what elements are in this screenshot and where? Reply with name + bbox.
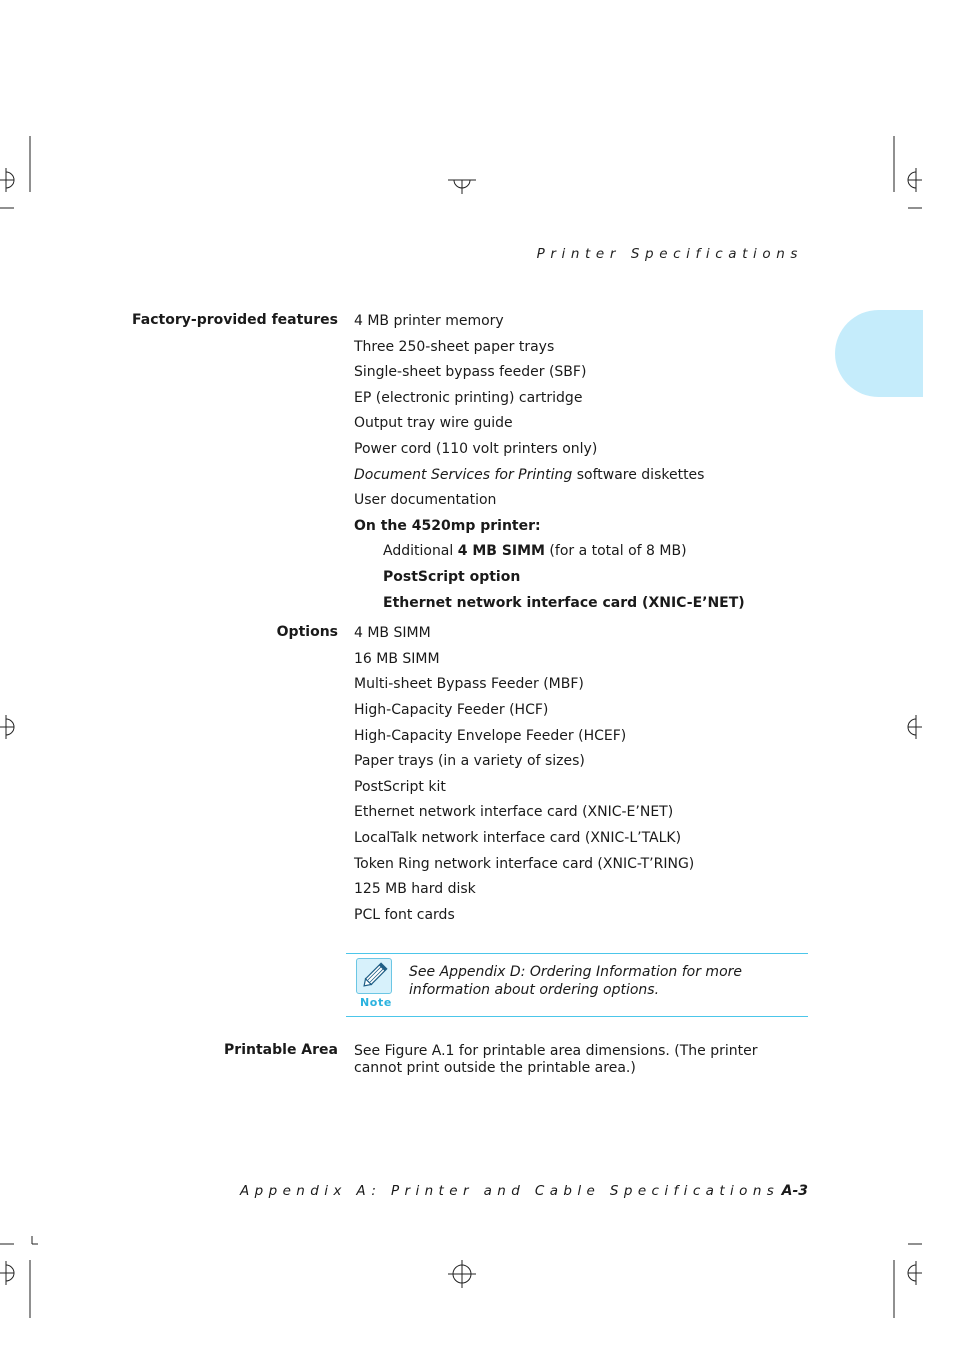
simm-suffix: (for a total of 8 MB) [544,543,687,559]
list-item: User documentation [354,492,497,508]
note-rule-bottom [346,1016,808,1017]
list-item: Single-sheet bypass feeder (SBF) [354,364,587,380]
list-item: Token Ring network interface card (XNIC-T’RING) [354,856,695,872]
list-item: EP (electronic printing) cartridge [354,390,583,406]
note-label: Note [360,996,392,1009]
list-item: 125 MB hard disk [354,881,476,897]
simm-prefix: Additional [383,543,458,559]
software-title: Document Services for Printing [354,467,573,483]
list-item-software [354,466,704,484]
list-item: Multi-sheet Bypass Feeder (MBF) [354,676,584,692]
simm-bold: 4 MB SIMM [457,543,545,559]
running-header: Printer Specifications [536,246,803,262]
pencil-icon [356,958,392,994]
list-item: Power cord (110 volt printers only) [354,441,598,457]
list-item: 4 MB SIMM [354,625,431,641]
chapter-tab [835,310,923,397]
list-item: Paper trays (in a variety of sizes) [354,753,585,769]
note-text: See Appendix D: Ordering Information for more information about ordering options. [409,964,742,998]
list-item: 4 MB printer memory [354,313,504,329]
list-item: LocalTalk network interface card (XNIC-L’TALK) [354,830,682,846]
section-label-options: Options [276,624,338,640]
section-label-printable-area: Printable Area [224,1042,338,1058]
software-rest: software diskettes [572,467,705,483]
list-item: Ethernet network interface card (XNIC-E’NET) [354,804,674,820]
subheading-4520mp: On the 4520mp printer: [354,518,541,534]
sub-item-simm [383,542,687,560]
footer-chapter: Appendix A: Printer and Cable Specifications [240,1183,780,1199]
list-item: 16 MB SIMM [354,651,440,667]
list-item: PostScript kit [354,779,446,795]
sub-item-ethernet: Ethernet network interface card (XNIC-E’NET) [383,595,745,611]
page-number: A-3 [781,1183,808,1199]
note-rule-top [346,953,808,954]
list-item: High-Capacity Envelope Feeder (HCEF) [354,728,627,744]
printable-area-text: See Figure A.1 for printable area dimensions. (The printer cannot print outside the printable area.) [354,1043,758,1076]
list-item: High-Capacity Feeder (HCF) [354,702,549,718]
list-item: Output tray wire guide [354,415,513,431]
sub-item-postscript: PostScript option [383,569,521,585]
list-item: PCL font cards [354,907,455,923]
section-label-features: Factory-provided features [132,312,338,328]
list-item: Three 250-sheet paper trays [354,339,555,355]
